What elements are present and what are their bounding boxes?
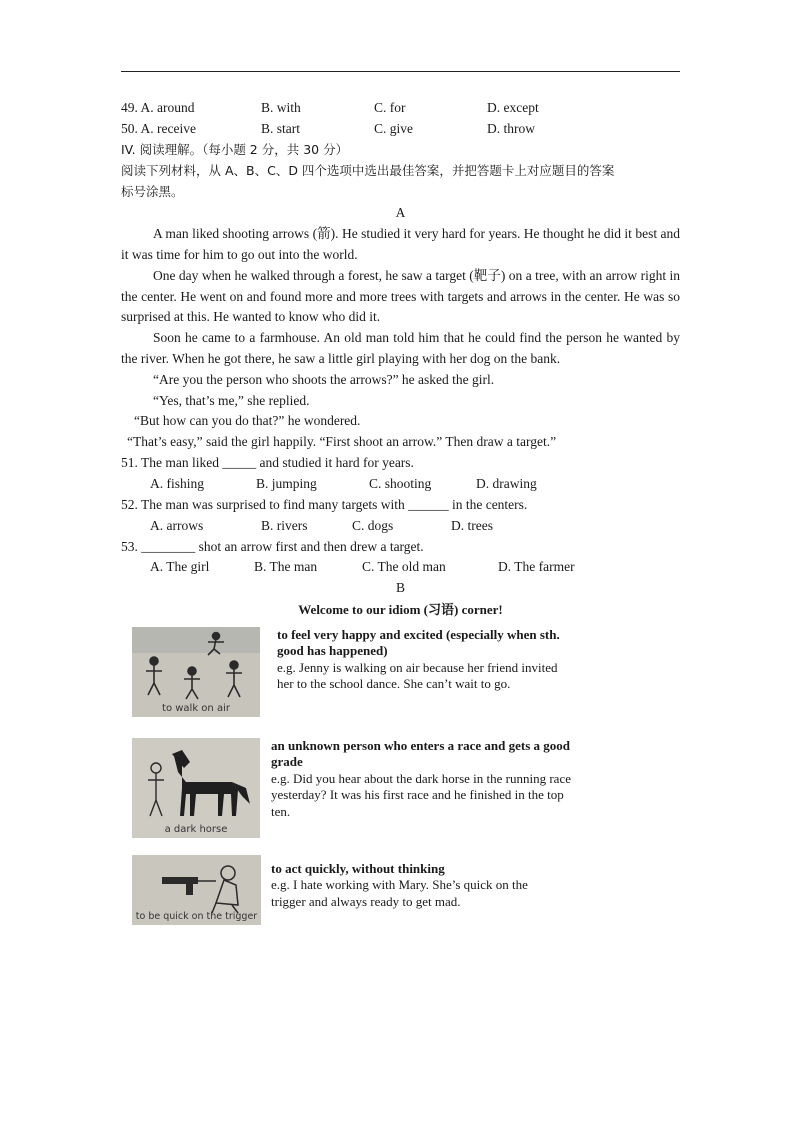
q53-option-c: C. The old man: [362, 559, 446, 575]
passage-a-paragraph-1: A man liked shooting arrows (箭). He studied it very hard for years. He thought he did it best and it was time for him to go out into the world.: [121, 226, 680, 262]
walk-on-air-illustration: [132, 627, 260, 717]
q50-option-c: C. give: [374, 121, 413, 136]
q49-option-c: C. for: [374, 100, 406, 115]
idiom-corner-title: Welcome to our idiom (习语) corner!: [298, 602, 503, 618]
dialogue-line-1: “Are you the person who shoots the arrows?” he asked the girl.: [153, 371, 495, 387]
trigger-example: e.g. I hate working with Mary. She’s quick on the trigger and always ready to get mad.: [271, 877, 528, 909]
question-53-options: [121, 557, 680, 578]
passage-b-label: B: [395, 580, 405, 596]
q52-option-a: A. arrows: [150, 517, 204, 533]
walk-on-air-text: [277, 627, 569, 693]
question-50: [121, 119, 680, 140]
q53-option-d: D. The farmer: [498, 559, 575, 575]
q52-option-b: B. rivers: [261, 517, 308, 533]
horse-image: [132, 738, 260, 838]
q49-option-d: D. except: [487, 100, 539, 115]
q51-option-a: A. fishing: [150, 475, 204, 491]
question-49: [121, 98, 680, 119]
dark-horse-example: e.g. Did you hear about the dark horse in the running race yesterday? It was his first race and he finished in the top ten.: [271, 770, 571, 819]
dark-horse-text: [271, 738, 578, 821]
q53-option-b: B. The man: [254, 559, 318, 575]
section-instruction-2: 标号涂黑。: [121, 183, 184, 199]
trigger-definition: to act quickly, without thinking: [271, 860, 445, 876]
idiom-item-dark-horse: [121, 735, 680, 855]
exam-content: [121, 98, 680, 935]
idiom-item-quick-on-the-trigger: [121, 855, 680, 935]
passage-a-paragraph-3: Soon he came to a farmhouse. An old man told him that he could find the person he wanted by the river. When he got there, he saw a little girl playing with her dog on the bank.: [121, 330, 680, 366]
q51-option-d: D. drawing: [476, 475, 537, 491]
q51-option-b: B. jumping: [256, 475, 317, 491]
question-53-stem: 53. ________ shot an arrow first and then drew a target.: [121, 538, 424, 554]
q50-option-d: D. throw: [487, 121, 535, 136]
question-51-options: [121, 474, 680, 495]
passage-a-paragraph-2: One day when he walked through a forest, he saw a target (靶子) on a tree, with an arrow right in the center. He went on and found more and more trees with targets and arrows in the center. He was so surprised at this. He wanted to know who did it.: [121, 267, 680, 325]
q49-option-a: 49. A. around: [121, 100, 195, 115]
dialogue-line-4: “That’s easy,” said the girl happily. “First shoot an arrow.” Then draw a target.”: [127, 434, 557, 450]
trigger-text: [271, 861, 561, 911]
walk-on-air-definition: to feel very happy and excited (especially when sth. good has happened): [277, 626, 560, 659]
dark-horse-definition: an unknown person who enters a race and gets a good grade: [271, 737, 571, 770]
dialogue-line-3: “But how can you do that?” he wondered.: [134, 413, 361, 429]
dialogue-line-2: “Yes, that’s me,” she replied.: [153, 392, 310, 408]
walk-on-air-example: e.g. Jenny is walking on air because her friend invited her to the school dance. She can’t wait to go.: [277, 659, 558, 692]
section-heading: IV. 阅读理解。（每小题 2 分，共 30 分）: [121, 142, 349, 157]
question-51-stem: 51. The man liked _____ and studied it hard for years.: [121, 454, 414, 470]
q53-option-a: A. The girl: [150, 559, 210, 575]
top-rule: [121, 71, 680, 72]
idiom-item-walk-on-air: [121, 627, 680, 735]
walk-on-air-caption: to walk on air: [162, 702, 230, 714]
q49-option-b: B. with: [261, 100, 301, 115]
trigger-caption: to be quick on the trigger: [135, 910, 258, 922]
q52-option-c: C. dogs: [352, 517, 394, 533]
question-52-stem: 52. The man was surprised to find many targets with ______ in the centers.: [121, 496, 528, 512]
q52-option-d: D. trees: [451, 517, 493, 533]
passage-a-label: A: [395, 205, 406, 221]
question-52-options: [121, 516, 680, 537]
dark-horse-caption: a dark horse: [164, 823, 228, 835]
trigger-illustration: [132, 855, 261, 925]
q51-option-c: C. shooting: [369, 475, 432, 491]
q50-option-b: B. start: [261, 121, 300, 136]
q50-option-a: 50. A. receive: [121, 121, 196, 136]
section-instruction-1: 阅读下列材料，从 A、B、C、D 四个选项中选出最佳答案，并把答题卡上对应题目的答案: [121, 162, 615, 178]
dark-horse-illustration: [132, 738, 260, 838]
